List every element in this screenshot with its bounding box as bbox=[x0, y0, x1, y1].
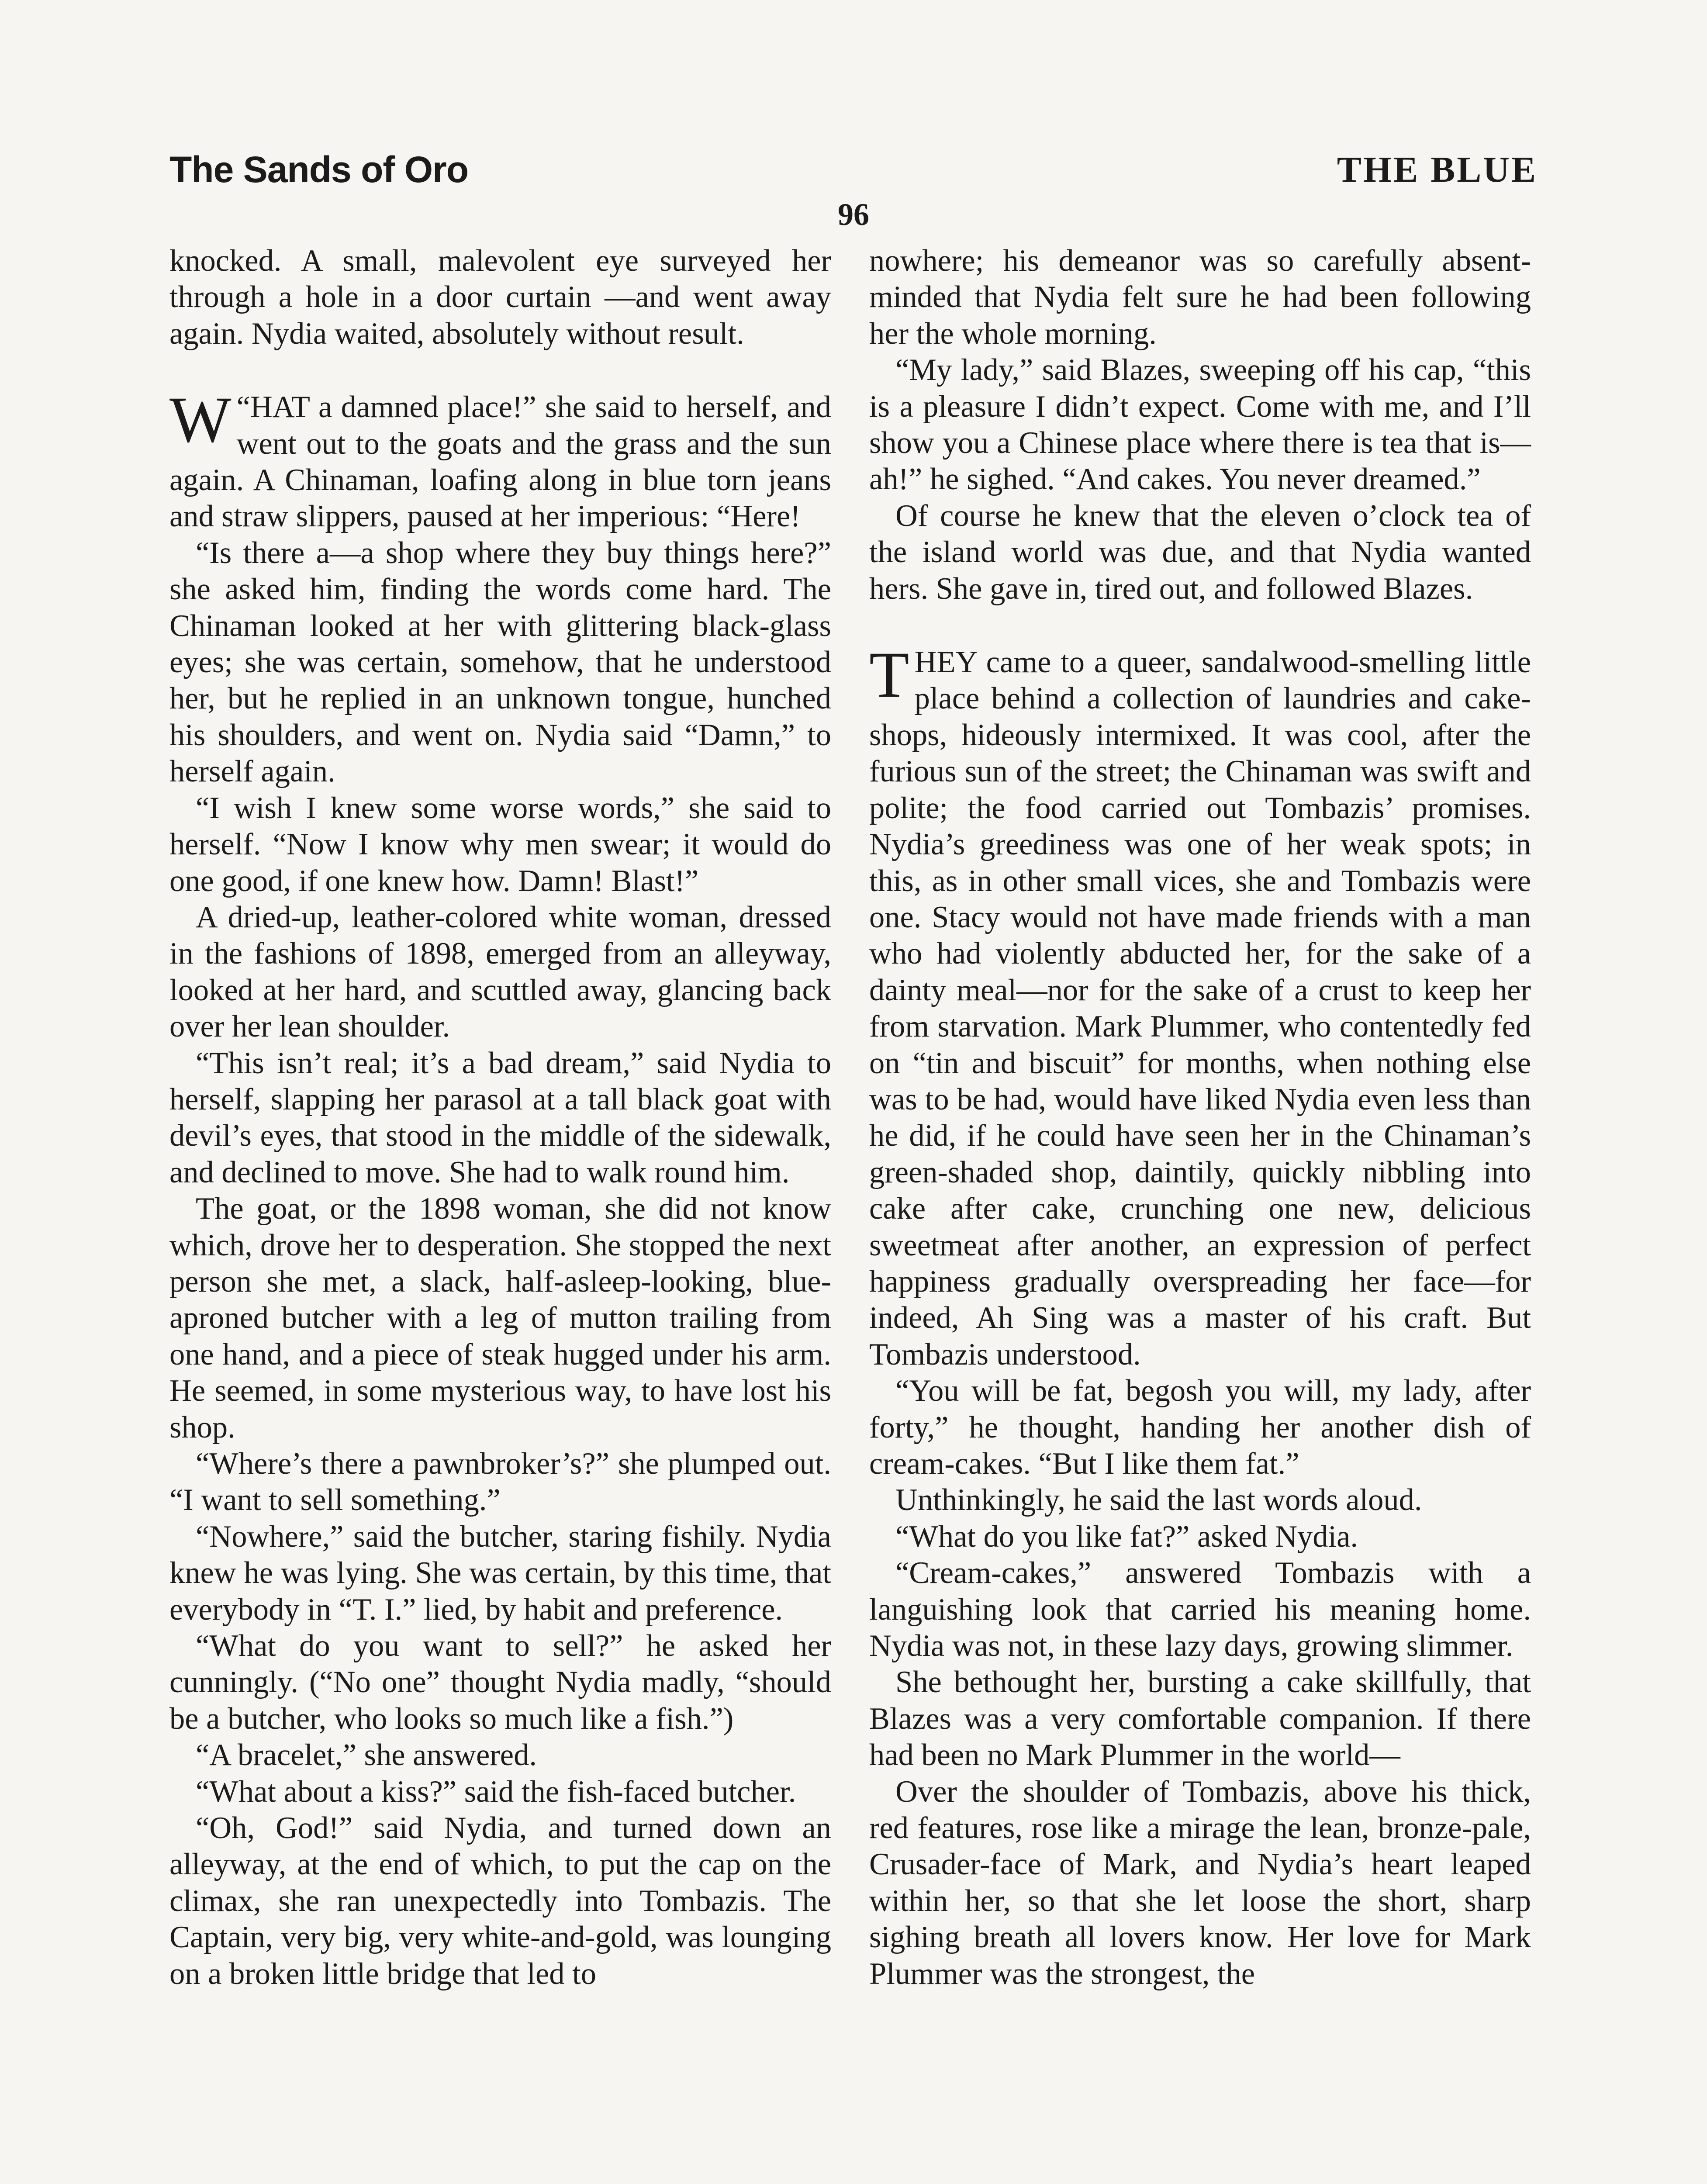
paragraph: “A bracelet,” she answered. bbox=[196, 1738, 537, 1773]
section-text: HEY came to a queer, sandalwood-smelling little place behind a collection of laundries and cake-shops, hideously intermixed. It was cool, after the furious sun of the street; the Chinaman was swift and polite; the food carried out Tombazis’ promises. Nydia’s greediness was one of her weak spots; in this, as in other small vices, she and Tombazis were one. Stacy would not have made friends with a man who had violently abducted her, for the sake of a dainty meal—nor for the sake of a crust to keep her from starvation. Mark Plummer, who contentedly fed on “tin and biscuit” for months, when nothing else was to be had, would have liked Nydia even less than he did, if he could have seen her in the Chinaman’s green-shaded shop, daintily, quickly nibbling into cake after cake, crunching one new, delicious sweetmeat after another, an expression of perfect happiness gradually overspreading her face—for indeed, Ah Sing was a master of his craft. But Tombazis understood. bbox=[869, 645, 1531, 1372]
paragraph: Unthinkingly, he said the last words aloud. bbox=[895, 1483, 1422, 1517]
paragraph: nowhere; his demeanor was so carefully absent-minded that Nydia felt sure he had been following her the whole morning. bbox=[869, 244, 1531, 351]
paragraph: “What about a kiss?” said the fish-faced butcher. bbox=[196, 1774, 796, 1809]
paragraph: She bethought her, bursting a cake skillfully, that Blazes was a very comfortable companion. If there had been no Mark Plummer in the world— bbox=[869, 1665, 1531, 1773]
paragraph: Over the shoulder of Tombazis, above his thick, red features, rose like a mirage the lean, bronze-pale, Crusader-face of Mark, and Nydia’s heart leaped within her, so that she let loose the short, sharp sighing breath all lovers know. Her love for Mark Plummer was the strongest, the bbox=[869, 1774, 1531, 1991]
paragraph: “I wish I knew some worse words,” she said to herself. “Now I know why men swear; it would do one good, if one knew how. Damn! Blast!” bbox=[169, 791, 831, 898]
paragraph: “This isn’t real; it’s a bad dream,” said Nydia to herself, slapping her parasol at a tall black goat with devil’s eyes, that stood in the middle of the sidewalk, and declined to move. She had to walk round him. bbox=[169, 1046, 831, 1189]
paragraph: “What do you want to sell?” he asked her cunningly. (“No one” thought Nydia madly, “should be a butcher, who looks so much like a fish.”) bbox=[169, 1629, 831, 1736]
section-text: HAT a damned place!” she said to herself, and went out to the goats and the grass and the sun again. A Chinaman, loafing along in blue torn jeans and straw slippers, paused at her imperious: “Here! bbox=[169, 390, 831, 534]
paragraph: “Cream-cakes,” answered Tombazis with a languishing look that carried his meaning home. Nydia was not, in these lazy days, growing slimmer. bbox=[869, 1556, 1531, 1663]
page-number: 96 bbox=[838, 197, 869, 232]
paragraph: “You will be fat, begosh you will, my lady, after forty,” he thought, handing her another dish of cream-cakes. “But I like them fat.” bbox=[869, 1374, 1531, 1481]
magazine-title: THE BLUE bbox=[1337, 149, 1538, 190]
paragraph: “Where’s there a pawnbroker’s?” she plumped out. “I want to sell something.” bbox=[169, 1447, 831, 1517]
paragraph: “Oh, God!” said Nydia, and turned down an alleyway, at the end of which, to put the cap on the climax, she ran unexpectedly into Tombazis. The Captain, very big, very white-and-gold, was lounging on a broken little bridge that led to bbox=[169, 1811, 831, 1991]
opening-quote: “ bbox=[236, 390, 250, 425]
drop-cap: T bbox=[869, 639, 909, 712]
paragraph: Of course he knew that the eleven o’clock tea of the island world was due, and that Nydia wanted hers. She gave in, tired out, and followed Blazes. bbox=[869, 498, 1531, 606]
paragraph: The goat, or the 1898 woman, she did not know which, drove her to desperation. She stopped the next person she met, a slack, half-asleep-looking, blue-aproned butcher with a leg of mutton trailing from one hand, and a piece of steak hugged under his arm. He seemed, in some mysterious way, to have lost his shop. bbox=[169, 1192, 831, 1444]
paragraph: knocked. A small, malevolent eye surveyed her through a hole in a door curtain —and went away again. Nydia waited, absolutely without result. bbox=[169, 244, 831, 351]
drop-cap: W bbox=[169, 384, 232, 456]
section-opening-paragraph bbox=[869, 639, 1531, 1373]
paragraph: “My lady,” said Blazes, sweeping off his cap, “this is a pleasure I didn’t expect. Come with me, and I’ll show you a Chinese place where there is tea that is—ah!” he sighed. “And cakes. You never dreamed.” bbox=[869, 353, 1531, 497]
story-title: The Sands of Oro bbox=[169, 149, 469, 190]
section-opening-paragraph bbox=[169, 384, 831, 535]
paragraph: A dried-up, leather-colored white woman, dressed in the fashions of 1898, emerged from an alleyway, looked at her hard, and scuttled away, glancing back over her lean shoulder. bbox=[169, 900, 831, 1044]
paragraph: “Is there a—a shop where they buy things here?” she asked him, finding the words come hard. The Chinaman looked at her with glittering black-glass eyes; she was certain, somehow, that he understood her, but he replied in an unknown tongue, hunched his shoulders, and went on. Nydia said “Damn,” to herself again. bbox=[169, 536, 831, 789]
paragraph: “Nowhere,” said the butcher, staring fishily. Nydia knew he was lying. She was certain, by this time, that everybody in “T. I.” lied, by habit and preference. bbox=[169, 1519, 831, 1627]
paragraph: “What do you like fat?” asked Nydia. bbox=[895, 1519, 1358, 1554]
right-column bbox=[869, 243, 1531, 1992]
left-column bbox=[169, 243, 831, 1992]
